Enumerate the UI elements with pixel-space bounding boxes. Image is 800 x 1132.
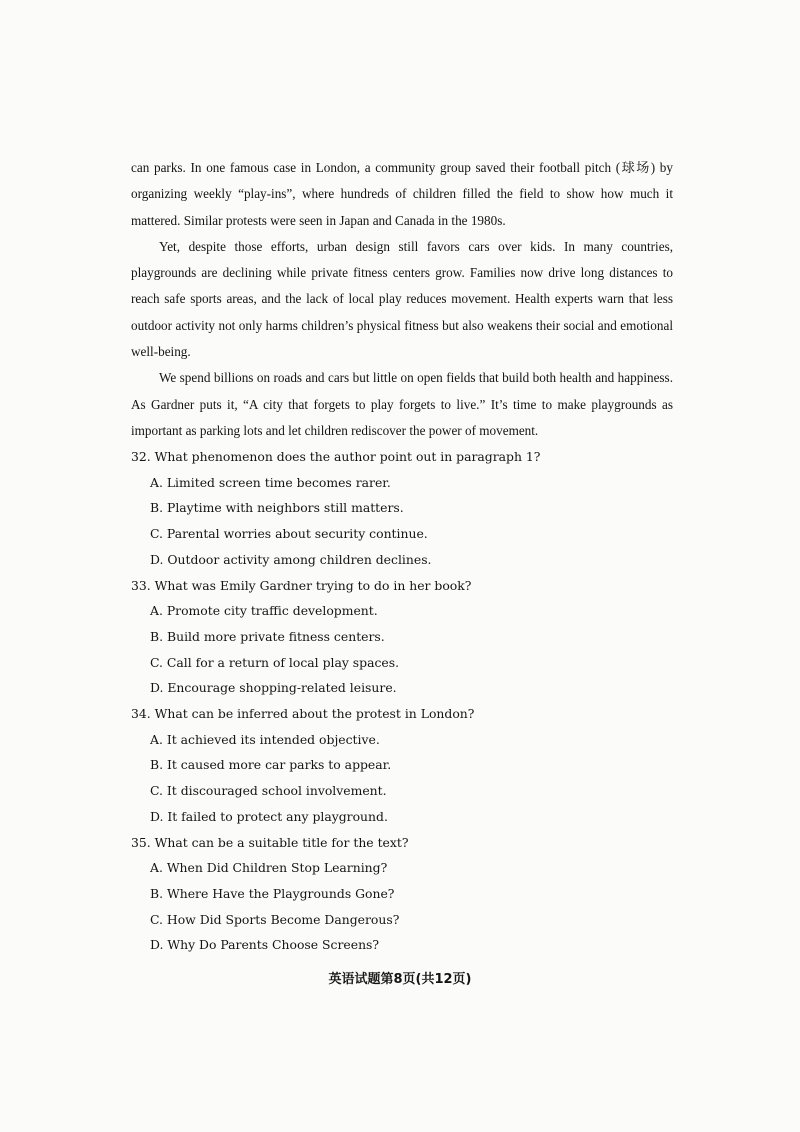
option-b: B. It caused more car parks to appear. <box>150 757 392 773</box>
option-b: B. Where Have the Playgrounds Gone? <box>150 885 395 901</box>
reading-passage <box>131 155 673 444</box>
option-b: B. Playtime with neighbors still matters. <box>150 500 404 516</box>
page-footer: 英语试题第8页(共12页) <box>328 972 472 987</box>
option-a: A. Promote city traffic development. <box>150 603 378 619</box>
question-stem: 34. What can be inferred about the protest in London? <box>131 706 475 722</box>
option-a: A. Limited screen time becomes rarer. <box>150 474 391 490</box>
option-d: D. Outdoor activity among children declines. <box>150 551 432 567</box>
option-c: C. How Did Sports Become Dangerous? <box>150 911 400 927</box>
option-b: B. Build more private fitness centers. <box>150 628 385 644</box>
option-c: C. It discouraged school involvement. <box>150 783 387 799</box>
question-35 <box>131 830 691 959</box>
question-list <box>131 444 691 958</box>
passage-paragraph: We spend billions on roads and cars but little on open fields that build both health and happiness. As Gardner puts it, “A city that forgets to play forgets to live.” It’s time to make playgrounds as important as parking lots and let children rediscover the power of movement. <box>131 370 673 438</box>
question-stem: 32. What phenomenon does the author point out in paragraph 1? <box>131 449 541 464</box>
option-c: C. Parental worries about security continue. <box>150 526 428 542</box>
question-34 <box>131 701 691 830</box>
option-d: D. Encourage shopping-related leisure. <box>150 680 397 696</box>
option-d: D. It failed to protect any playground. <box>150 808 388 824</box>
option-a: A. When Did Children Stop Learning? <box>150 860 388 876</box>
question-stem: 35. What can be a suitable title for the text? <box>131 834 409 850</box>
option-a: A. It achieved its intended objective. <box>150 731 380 747</box>
question-33 <box>131 573 691 702</box>
passage-paragraph: Yet, despite those efforts, urban design still favors cars over kids. In many countries, playgrounds are declining while private fitness centers grow. Families now drive long distances to reach safe sports areas, and the lack of local play reduces movement. Health experts warn that less outdoor activity not only harms children’s physical fitness but also weakens their social and emotional well-being. <box>131 238 673 360</box>
option-d: D. Why Do Parents Choose Screens? <box>150 937 380 953</box>
question-stem: 33. What was Emily Gardner trying to do in her book? <box>131 577 472 593</box>
question-32 <box>131 444 691 573</box>
passage-paragraph: can parks. In one famous case in London, a community group saved their football pitch (球场) by organizing weekly “play-ins”, where hundreds of children filled the field to show how much it mattered. Similar protests were seen in Japan and Canada in the 1980s. <box>131 160 673 228</box>
option-c: C. Call for a return of local play spaces. <box>150 654 400 670</box>
